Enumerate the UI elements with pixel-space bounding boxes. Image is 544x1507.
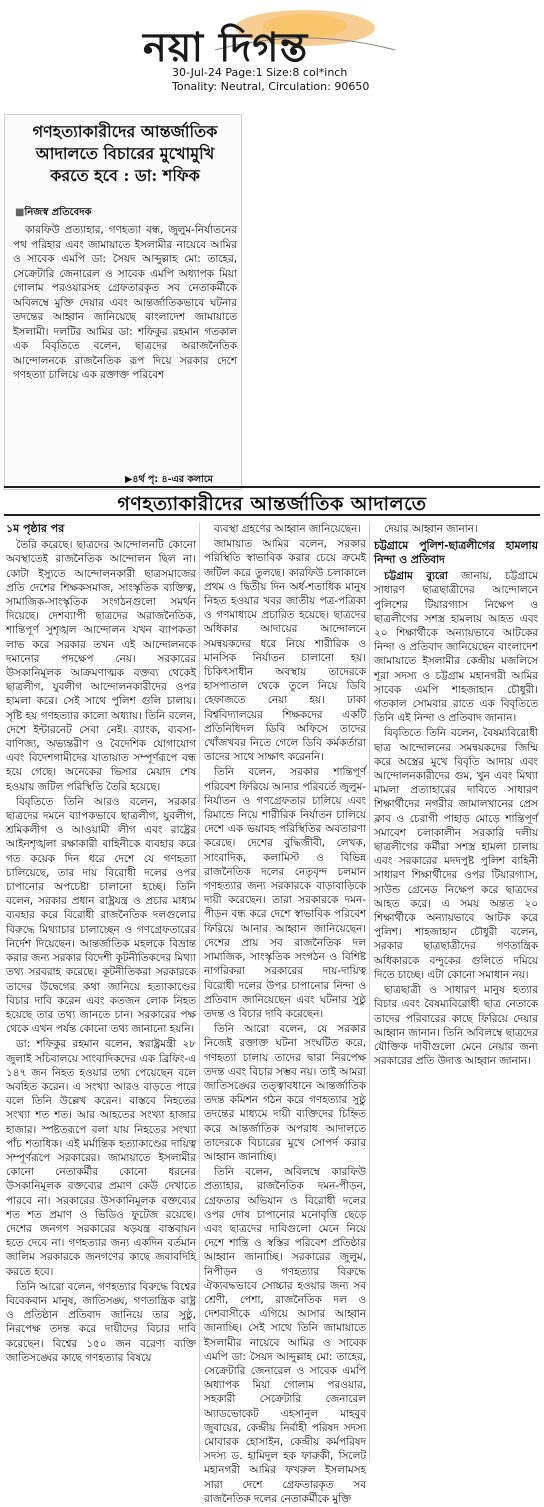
column-2 [204, 522, 366, 1507]
paragraph: তিনি বলেন, অবিলম্বে কারফিউ প্রত্যাহার, রাজনৈতিক দমন-পীড়ন, গ্রেফতার অভিযান ও বিরোধী দলের ওপর দোষ চাপানোর মনোবৃত্তি ছেড়ে এবং ছাত্রদের দাবিগুলো মেনে নিয়ে দেশে শান্তি ও স্বস্তির পরিবেশ প্রতিষ্ঠার আহ্বান জানাচ্ছি। সরকারের জুলুম, নিপীড়ন ও গণহত্যার বিরুদ্ধে ঐক্যবদ্ধভাবে সোচ্চার হওয়ার জন্য সব শ্রেণী, পেশা, রাজনৈতিক দল ও দেশবাসীকে এগিয়ে আসার আহ্বান জানাচ্ছি। সেই সাথে তিনি জামায়াতে ইসলামীর নায়েবে আমির ও সাবেক এমপি ডা: সৈয়দ আব্দুল্লাহ মো: তাহের, সেক্রেটারি জেনারেল ও সাবেক এমপি অধ্যাপক মিয়া গোলাম পরওয়ার, সহকারী সেক্রেটারি জেনারেল অ্যাডভোকেট এহসানুল মাহবুব জুবায়ের, কেন্দ্রীয় নির্বাহী পরিষদ সদস্য মোবারক হোসাইন, কেন্দ্রীয় কর্মপরিষদ সদস্য ড. হামিদুল হক ফারুকী, সিলেট মহানগরী আমির ফখরুল ইসলামসহ সারা দেশে গ্রেফতারকৃত সব রাজনৈতিক দলের নেতাকর্মীকে মুক্তি [204, 1166, 366, 1505]
paragraph [374, 569, 538, 725]
paragraph: তৈরি করেছে। ছাত্রদের আন্দোলনটি কোনো অবস্থাতেই রাজনৈতিক আন্দোলন ছিল না। কোটা ইস্যুতে আন্দোলনকারী ছাত্রসমাজের প্রতি দেশের শিক্ষকসমাজ, সাংস্কৃতিক ব্যক্তিত্ব, সামাজিক-সাংস্কৃতিক সংগঠনগুলো সমর্থন দিয়েছে। দেশব্যাপী ছাত্রদের অরাজনৈতিক, শান্তিপূর্ণ সুশৃঙ্খল আন্দোলন যখন ব্যাপকতা লাভ করে সরকার তখন এই আন্দোলনকে দমানোর পদক্ষেপ নেয়। সরকারের উসকানিমূলক আক্রমণাত্মক বক্তব্য থেকেই ছাত্রলীগ, যুবলীগ আন্দোলনকারীদের ওপর হামলা করে। সেই সাথে পুলিশ গুলি চালায়। সৃষ্টি হয় গণহত্যার কালো অধ্যায়। তিনি বলেন, দেশে ইন্টারনেট সেবা নেই। ব্যাংক, ব্যবসা-বাণিজ্য, অভ্যন্তরীণ ও বৈদেশিক যোগাযোগ এবং বিদেশগামীদের যাতায়াত সম্পূর্ণরূপে বন্ধ হয়ে গেছে। অনেকের ভিসার মেয়াদ শেষ হওয়ায় জটিল পরিস্থিতি তৈরি হয়েছে। [6, 539, 196, 793]
column-3 [374, 522, 538, 1069]
paragraph: ছাত্রছাত্রী ও সাধারণ মানুষ হত্যার বিচার এবং বৈষম্যবিরোধী ছাত্র নেতাকে তাদের পরিবারের কাছে ফিরিয়ে দেয়ার আহ্বান জানান। তিনি অবিলম্বে ছাত্রদের যৌক্তিক দাবীগুলো মেনে নেয়ার জন্য সরকারের প্রতি উদাত্ত আহ্বান জানান। [374, 984, 538, 1068]
newspaper-logo [135, 2, 415, 74]
clipping-meta-date: 30-Jul-24 Page:1 Size:8 col*inch [172, 66, 348, 79]
column-1 [6, 522, 196, 1366]
clipping-meta-tonality: Tonality: Neutral, Circulation: 90650 [172, 80, 370, 93]
paragraph: বিবৃতিতে তিনি বলেন, বৈষম্যবিরোধী ছাত্র আন্দোলনের সমন্বয়কদের জিম্মি করে অস্ত্রের মুখে বিবৃতি আদায় এবং আন্দোলনকারীদের গুম, খুন এবং মিথ্যা মামলা প্রত্যাহারের দাবিতে সাধারণ শিক্ষার্থীদের নগরীর জামালখানের প্রেস ক্লাব ও চেরাগী পাহাড় মোড়ে শান্তিপূর্ণ সমাবেশ চলাকালীন সরকারি দলীয় ছাত্রলীগের কর্মীরা সশস্ত্র হামলা চালায় এবং সরকারের মদদপুষ্ট পুলিশ বাহিনী সাধারণ শিক্ষার্থীদের ওপর টিয়ারগ্যাস, সাউন্ড গ্রেনেড নিক্ষেপ করে ছাত্রদের আহত করে। এ সময় অন্তত ২০ শিক্ষার্থীকে অন্যায়ভাবে আটক করে পুলিশ। শাহজাহান চৌধুরী বলেন, সরকার ছাত্রছাত্রীদের গণতান্ত্রিক অধিকারকে বন্দুকের গুলিতে দমিয়ে দিতে চাচ্ছে। এটা কোনো সমাধান নয়। [374, 727, 538, 981]
jump-from-label: ১ম পৃষ্ঠার পর [6, 522, 65, 535]
paragraph: জামায়াত আমির বলেন, সরকার পরিস্থিতি স্বাভাবিক করার চেয়ে ক্রমেই জটিল করে তুলছে। কারফিউ চলাকালে প্রথম ও দ্বিতীয় দিন অর্ধ-শতাধিক মানুষ নিহত হওয়ার খবর জাতীয় পত্র-পত্রিকা ও গণমাধ্যমে প্রচারিত হয়েছে। ছাত্রদের অধিকার আদায়ের আন্দোলনে সমন্বয়কদের ধরে নিয়ে শারীরিক ও মানসিক নির্যাতন চালানো হয়। চিকিৎসাধীন অবস্থায় তাদেরকে হাসপাতাল থেকে তুলে নিয়ে ডিবি হেফাজতে নেয়া হয়। ঢাকা বিশ্ববিদ্যালয়ের শিক্ষকদের একটি প্রতিনিধিদল ডিবি অফিসে তাদের খোঁজখবর নিতে গেলে ডিবি কর্মকর্তারা তাদের সাথে সাক্ষাৎ করেননি। [204, 538, 366, 764]
paragraph: বিবৃতিতে তিনি আরও বলেন, সরকার ছাত্রদের দমনে ব্যাপকভাবে ছাত্রলীগ, যুবলীগ, শ্রমিকলীগ ও আওয়ামী লীগ এবং রাষ্ট্রের আইনশৃঙ্খলা রক্ষাকারী বাহিনীকে ব্যবহার করে গত কয়েক দিন ধরে দেশে যে গণহত্যা চালিয়েছে, তার দায় বিরোধী দলের ওপর চাপানোর অপচেষ্টা চালানো হচ্ছে। তিনি বলেন, সরকার প্রধান রাষ্ট্রযন্ত্র ও প্রচার মাধ্যম ব্যবহার করে বিরোধী রাজনৈতিক দলগুলোর বিরুদ্ধে মিথ্যাচার চালাচ্ছেন ও গণগ্রেফতারের নির্দেশ দিয়েছেন। আন্তর্জাতিক মহলকে বিভ্রান্ত করার জন্য সরকার বিদেশী কূটনীতিকদের মিথ্যা তথ্য সরবরাহ করেছে। কূটনীতিকরা সরকারকে তাদের উদ্বেগের কথা জানিয়ে হত্যাকাণ্ডের বিচার দাবি করেন এবং কতজন লোক নিহত হয়েছে তার তথ্য জানতে চান। সরকারের পক্ষ থেকে এখন পর্যন্ত কোনো তথ্য জানানো হয়নি। [6, 795, 196, 1036]
front-body-text: কারফিউ প্রত্যাহার, গণহত্যা বন্ধ, জুলুম-নির্যাতনের পথ পরিহার এবং জামায়াতে ইসলামীর নায়েবে আমির ও সাবেক এমপি ডা: সৈয়দ আব্দুল্লাহ মো: তাহের, সেক্রেটারি জেনারেল ও সাবেক এমপি অধ্যাপক মিয়া গোলাম পরওয়ারসহ গ্রেফতারকৃত সব নেতাকর্মীকে অবিলম্বে মুক্তি দেয়ার এবং আন্তর্জাতিকভাবে ঘটনার তদন্তের আহ্বান জানিয়েছে বাংলাদেশ জামায়াতে ইসলামী। দলটির আমির ডা: শফিকুর রহমান গতকাল এক বিবৃতিতে বলেন, ছাত্রদের অরাজনৈতিক আন্দোলনকে রাজনৈতিক রূপ দিয়ে সরকার দেশে গণহত্যা চালিয়ে এক রক্তাক্ত পরিবেশ [13, 224, 237, 381]
paragraph: তিনি আরো বলেন, যে সরকার নিজেই রক্তাক্ত ঘটনা সংঘটিত করে, গণহত্যা চালায় তাদের দ্বারা নিরপেক্ষ তদন্ত এবং বিচার সম্ভব নয়। তাই আমরা জাতিসঙ্ঘের তত্ত্বাবধানে আন্তর্জাতিক তদন্ত কমিশন গঠন করে গণহত্যার সুষ্ঠু তদন্তের মাধ্যমে দায়ী ব্যক্তিদের চিহ্নিত করে আন্তর্জাতিক অপরাধ আদালতে তাদেরকে বিচারের মুখে সোপর্দ করার আহ্বান জানাচ্ছি। [204, 1023, 366, 1163]
jump-reference: ▶ ৪র্থ পৃ: ৪-এর কলামে [125, 473, 213, 488]
sub-headline: চট্টগ্রামে পুলিশ-ছাত্রলীগের হামলায় নিন্দা ও প্রতিবাদ [374, 539, 538, 567]
paragraph: দেয়ার আহ্বান জানান। [384, 523, 478, 535]
paragraph: ব্যবস্থা গ্রহণের আহ্বান জানিয়েছেন। [214, 523, 362, 535]
column-rule [199, 522, 200, 1462]
front-page-cutting [4, 114, 242, 490]
continuation-banner [4, 486, 540, 516]
banner-headline: গণহত্যাকারীদের আন্তর্জাতিক আদালতে [117, 493, 427, 515]
masthead [0, 0, 544, 93]
paragraph-text: জানায়, চট্টগ্রামে সাধারণ ছাত্রছাত্রীদের আন্দোলনে পুলিশের টিয়ারগ্যাস নিক্ষেপ ও ছাত্রলীগের সশস্ত্র হামলায় আহত এবং ২০ শিক্ষার্থীকে অন্যায়ভাবে আটকের নিন্দা ও প্রতিবাদ জানিয়েছেন বাংলাদেশ জামায়াতে ইসলামীর কেন্দ্রীয় মজলিসে শূরা সদস্য ও চট্টগ্রাম মহানগরী আমির সাবেক এমপি শাহজাহান চৌধুরী। গতকাল সোমবার রাতে এক বিবৃতিতে তিনি এই নিন্দা ও প্রতিবাদ জানান। [374, 570, 538, 725]
paragraph: তিনি বলেন, সরকার শান্তিপূর্ণ পরিবেশ ফিরিয়ে আনার পরিবর্তে জুলুম-নির্যাতন ও গণগ্রেফতার চালিয়ে এবং রিমান্ডে নিয়ে শারীরিক নির্যাতন চালিয়ে দেশে এক ভয়াবহ পরিস্থিতির অবতারণা করেছে। দেশের বুদ্ধিজীবী, লেখক, সাংবাদিক, কলামিস্ট ও বিভিন্ন রাজনৈতিক দলের নেতৃবৃন্দ চলমান গণহত্যার জন্য সরকারকে বাড়াবাড়িকে দায়ী করেছেন। তারা সরকারকে দমন-পীড়ন বন্ধ করে দেশে স্বাভাবিক পরিবেশ ফিরিয়ে আনার আহ্বান জানিয়েছেন। দেশের প্রায় সব রাজনৈতিক দল সামাজিক, সাংস্কৃতিক সংগঠন ও বিশিষ্ট নাগরিকরা সরকারের দায়-দায়িত্ব বিরোধী দলের উপর চাপানোর নিন্দা ও প্রতিবাদ জানিয়েছেন এবং ঘটনার সুষ্ঠু তদন্ত ও বিচার দাবি করেছেন। [204, 766, 366, 1020]
paragraph: ডা: শফিকুর রহমান বলেন, স্বরাষ্ট্রমন্ত্রী ২৮ জুলাই সচিবালয়ে সাংবাদিকদের এক ব্রিফিং-এ ১৪৭ জন নিহত হওয়ার তথ্য পেয়েছেন বলে অবহিত করেন। এ সংখ্যা আরও বাড়তে পারে বলে তিনি উল্লেখ করেন। বাস্তবে নিহতের সংখ্যা শত শত। আর আহতের সংখ্যা হাজার হাজার। স্পষ্টতরূপে বলা যায় নিহতের সংখ্যা পাঁচ শতাধিক। এই মর্মান্তিক হত্যাকাণ্ডের দায়িত্ব সম্পূর্ণরূপে সরকারের। জামায়াতে ইসলামীর কোনো নেতাকর্মীর কোনো ধরনের উসকানিমূলক বক্তব্যের প্রমাণ কেউ দেখাতে পারবে না। সরকারের উসকানিমূলক বক্তব্যের শত শত প্রমাণ ও ভিডিও ফুটেজ রয়েছে। দেশের জনগণ সরকারের ষড়যন্ত্র বাস্তবায়ন হতে দেবে না। গণহত্যার জন্য একদিন বর্তমান জালিম সরকারকে জনগণের কাছে জবাবদিহি করতে হবে। [6, 1038, 196, 1278]
paragraph: তিনি আরো বলেন, গণহত্যার বিরুদ্ধে বিশ্বের বিবেকবান মানুষ, জাতিসঙ্ঘ, গণতান্ত্রিক রাষ্ট্র ও প্রতিষ্ঠান প্রতিবাদ জানিয়ে তার সুষ্ঠু, নিরপেক্ষ তদন্ত করে দায়ীদের বিচার দাবি করেছেন। বিশ্বের ১৫০ জন বরেণ্য ব্যক্তি জাতিসঙ্ঘের কাছে গণহত্যার বিষয়ে [6, 1280, 196, 1364]
front-headline: গণহত্যাকারীদের আন্তর্জাতিক আদালতে বিচারের মুখোমুখি করতে হবে : ডা: শফিক [32, 122, 218, 185]
column-rule [369, 522, 370, 1462]
dateline: চট্টগ্রাম ব্যুরো [384, 570, 448, 583]
logo-text: নয়া দিগন্ত [143, 24, 309, 71]
byline: ■ নিজস্ব প্রতিবেদক [15, 205, 91, 222]
